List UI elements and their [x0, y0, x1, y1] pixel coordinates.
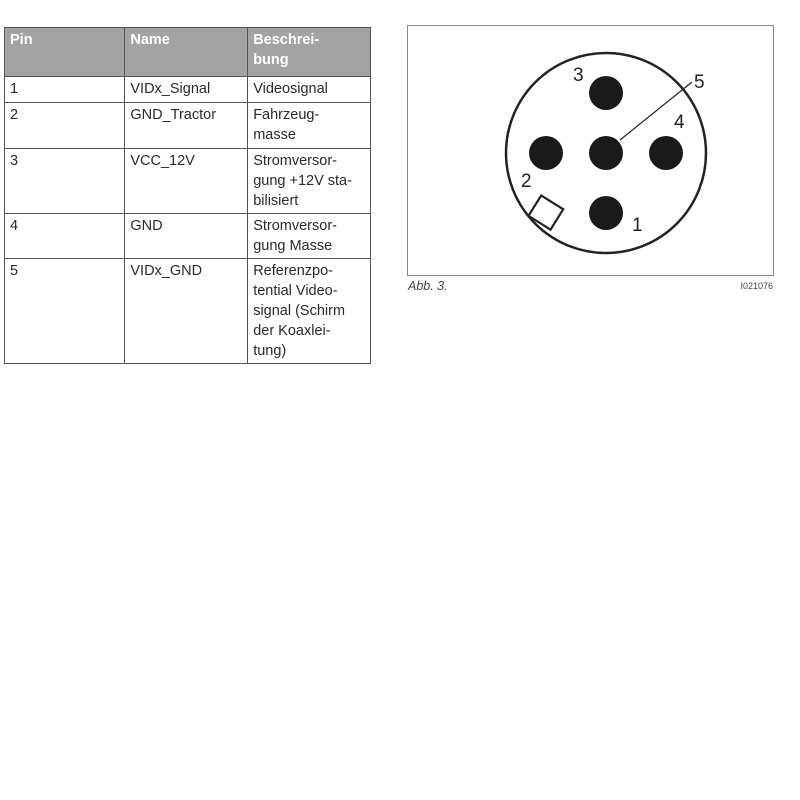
pin-4	[649, 136, 683, 170]
label-pin-1: 1	[632, 215, 643, 236]
pin-1	[589, 196, 623, 230]
header-pin: Pin	[5, 28, 125, 77]
label-pin-5: 5	[694, 72, 705, 93]
cell-desc: Stromversor- gung +12V sta- bilisiert	[248, 149, 371, 214]
label-pin-2: 2	[521, 171, 532, 192]
key-notch	[528, 195, 563, 229]
cell-name: GND	[125, 214, 248, 259]
cell-desc: Referenzpo- tential Video- signal (Schirm der Koaxlei- tung)	[248, 259, 371, 364]
cell-name: GND_Tractor	[125, 103, 248, 149]
cell-name: VIDx_Signal	[125, 77, 248, 103]
cell-pin: 5	[5, 259, 125, 364]
cell-pin: 4	[5, 214, 125, 259]
cell-name: VIDx_GND	[125, 259, 248, 364]
label-pin-3: 3	[573, 65, 584, 86]
header-name: Name	[125, 28, 248, 77]
cell-pin: 2	[5, 103, 125, 149]
cell-desc: Videosignal	[248, 77, 371, 103]
pin-3	[589, 76, 623, 110]
figure-code: I021076	[740, 281, 773, 291]
cell-name: VCC_12V	[125, 149, 248, 214]
cell-pin: 1	[5, 77, 125, 103]
cell-desc: Fahrzeug- masse	[248, 103, 371, 149]
header-description: Beschrei- bung	[248, 28, 371, 77]
figure-caption: Abb. 3.	[408, 279, 448, 293]
cell-pin: 3	[5, 149, 125, 214]
label-pin-4: 4	[674, 112, 685, 133]
cell-desc: Stromversor- gung Masse	[248, 214, 371, 259]
connector-diagram	[0, 0, 800, 300]
pin-2	[529, 136, 563, 170]
pin-5	[589, 136, 623, 170]
